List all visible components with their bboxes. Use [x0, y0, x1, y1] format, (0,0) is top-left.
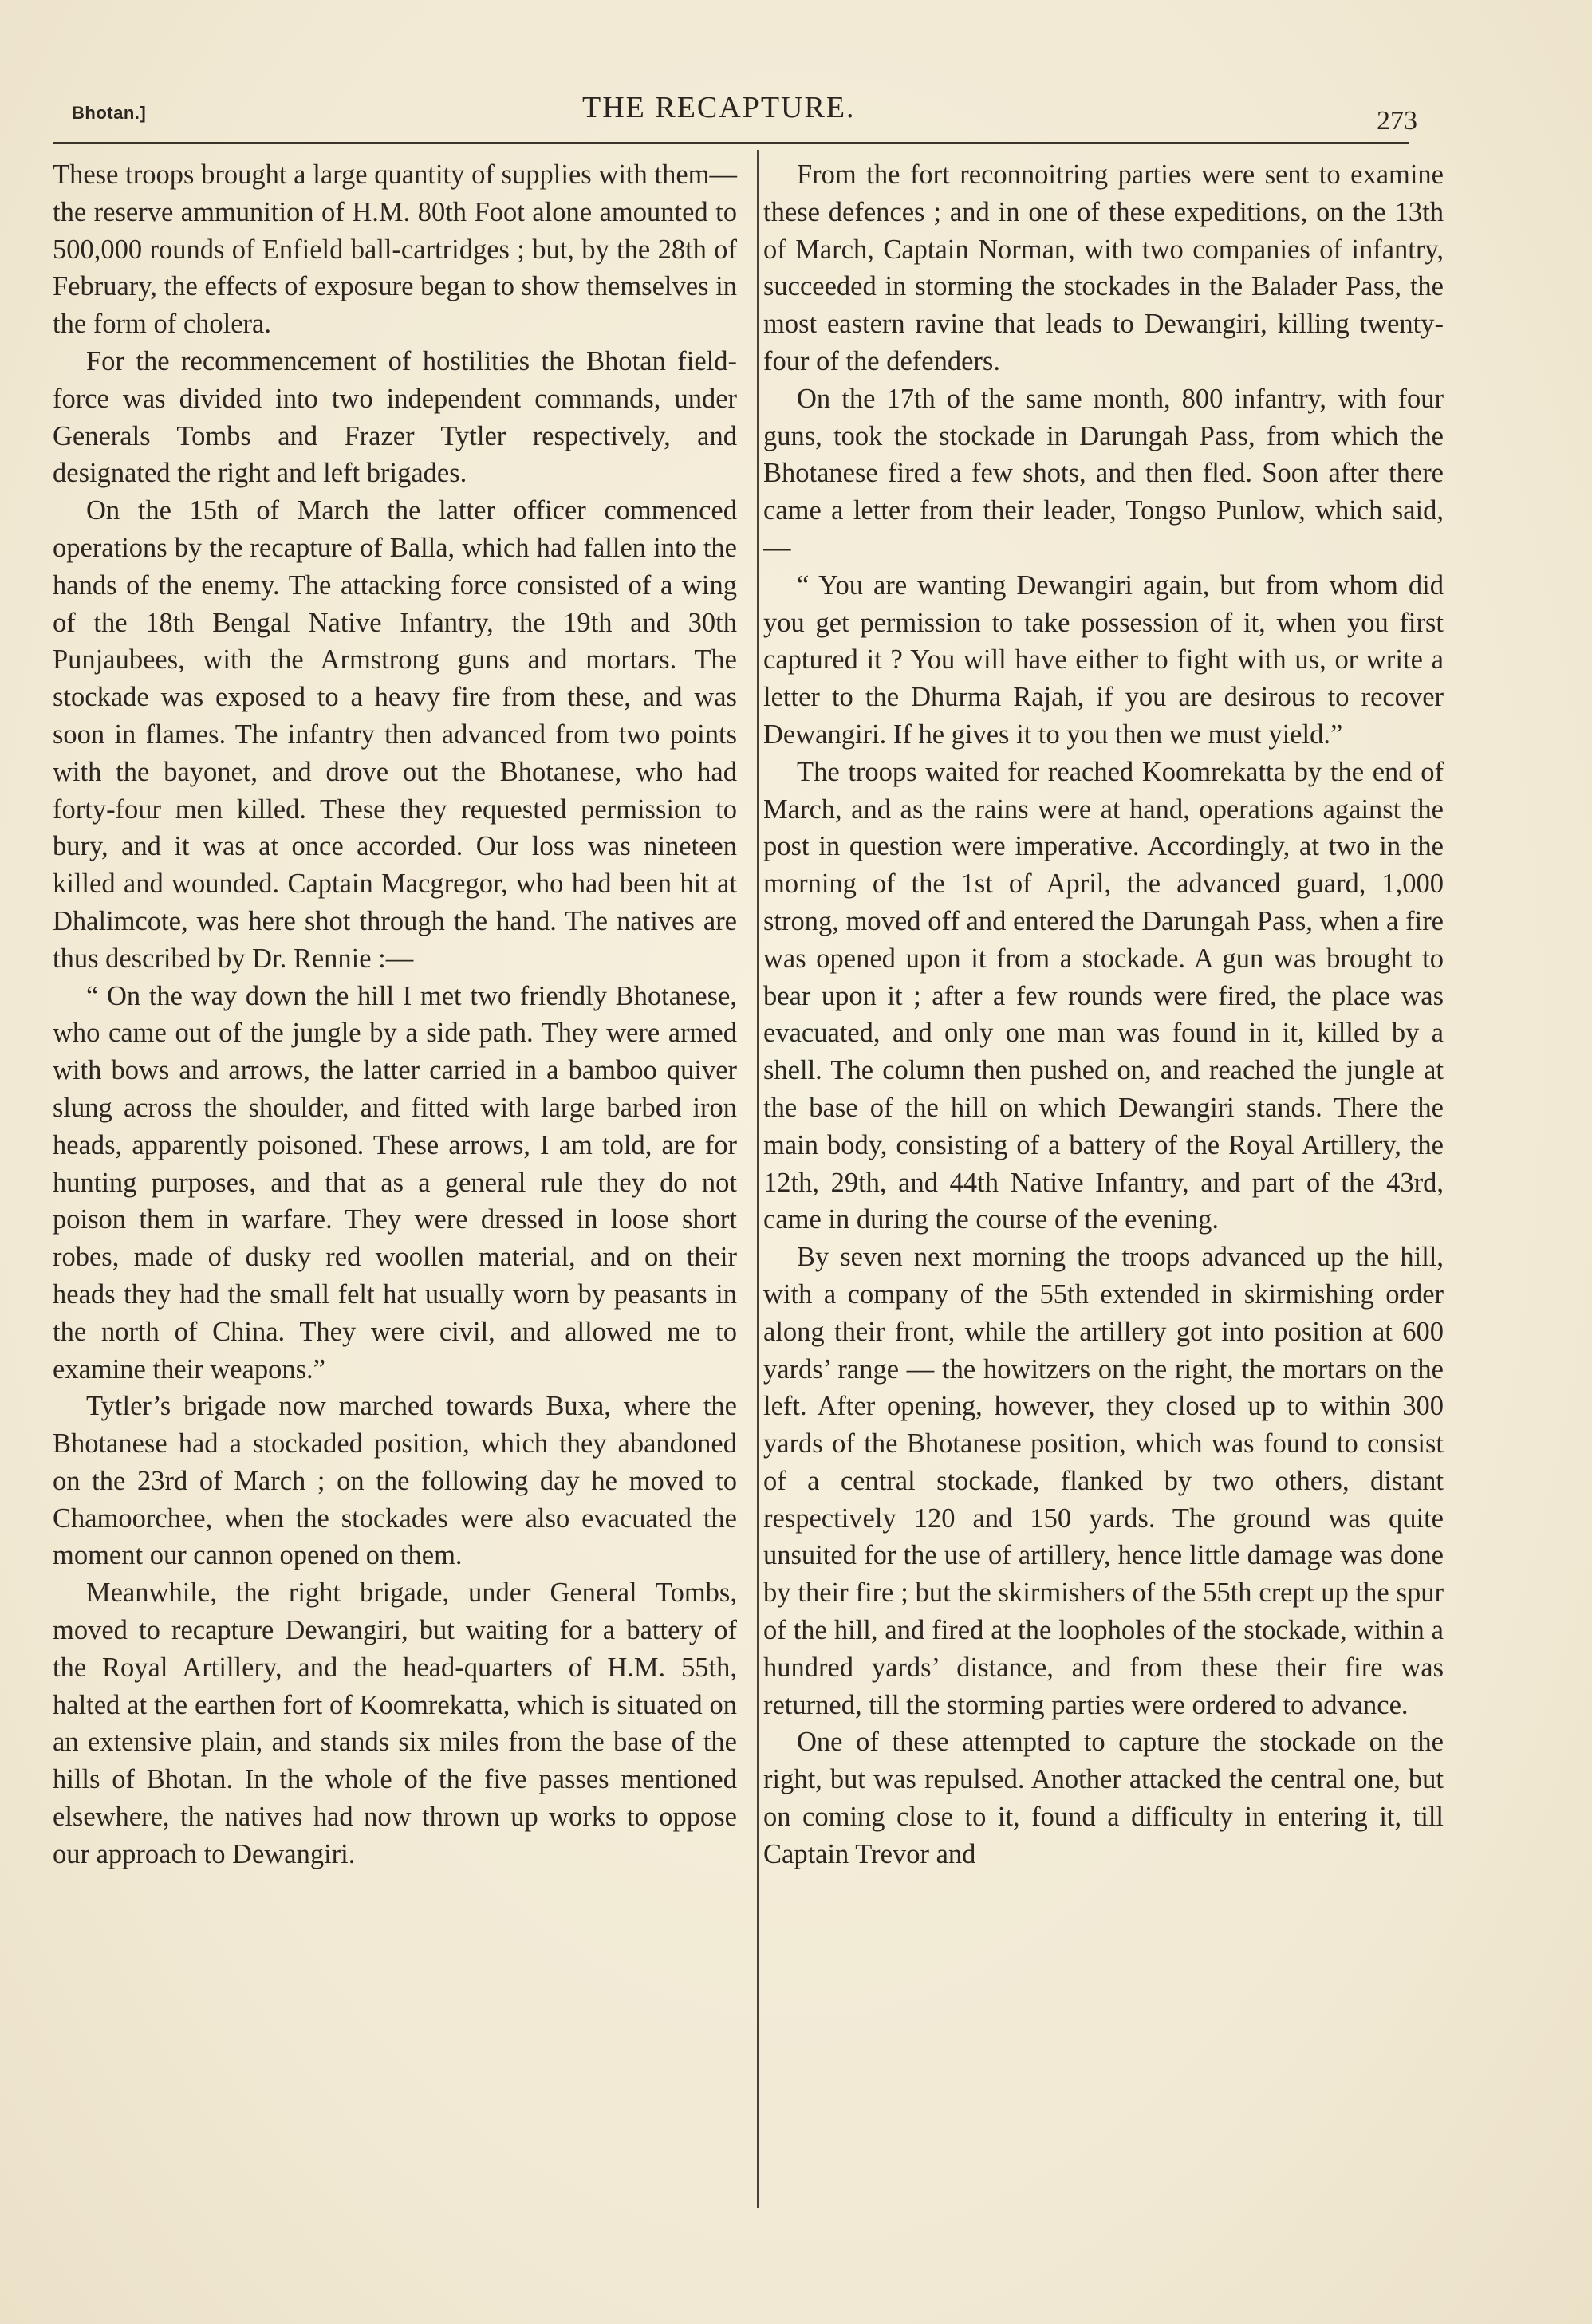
- quoted-paragraph: “ On the way down the hill I met two friendly Bhotanese, who came out of the jungle by a side path. They were armed with bows and arrows, the latter carried in a bamboo quiver slung across the shoulder, and fitted with large barbed iron heads, apparently poisoned. These arrows, I am told, are for hunting purposes, and that as a general rule they do not poison them in warfare. They were dressed in loose short robes, made of dusky red woollen material, and on their heads they had the small felt hat usually worn by peasants in the north of China. They were civil, and allowed me to examine their weapons.”: [53, 980, 737, 1385]
- right-column: [763, 156, 1444, 1873]
- paragraph: Meanwhile, the right brigade, under General Tombs, moved to recapture Dewangiri, but waiting for a battery of the Royal Artillery, and the head-quarters of H.M. 55th, halted at the earthen fort of Koomrekatta, which is situated on an extensive plain, and stands six miles from the base of the hills of Bhotan. In the whole of the five passes mentioned elsewhere, the natives had now thrown up works to oppose our approach to Dewangiri.: [53, 1578, 737, 1869]
- running-head: [53, 84, 1464, 140]
- left-column: [53, 156, 737, 1873]
- column-divider: [757, 150, 759, 2208]
- paragraph: The troops waited for reached Koomrekatta by the end of March, and as the rains were at hand, operations against the post in question were imperative. Accordingly, at two in the morning of the 1st of April, the advanced guard, 1,000 strong, moved off and entered the Darungah Pass, when a fire was opened upon it from a stockade. A gun was brought to bear upon it ; after a few rounds were fired, the place was evacuated, and only one man was found in it, killed by a shell. The column then pushed on, and reached the jungle at the base of the hill on which Dewangiri stands. There the main body, consisting of a battery of the Royal Artillery, the 12th, 29th, and 44th Native Infantry, and part of the 43rd, came in during the course of the evening.: [763, 756, 1444, 1235]
- section-label: Bhotan.]: [72, 103, 147, 123]
- paragraph: These troops brought a large quantity of supplies with them—the reserve ammunition of H.M. 80th Foot alone amounted to 500,000 rounds of Enfield ball-cartridges ; but, by the 28th of February, the effects of exposure began to show themselves in the form of cholera.: [53, 160, 737, 340]
- paragraph: On the 15th of March the latter officer commenced operations by the recapture of Balla, which had fallen into the hands of the enemy. The attacking force consisted of a wing of the 18th Bengal Native Infantry, the 19th and 30th Punjaubees, with the Armstrong guns and mortars. The stockade was exposed to a heavy fire from these, and was soon in flames. The infantry then advanced from two points with the bayonet, and drove out the Bhotanese, who had forty-four men killed. These they requested permission to bury, and it was at once accorded. Our loss was nineteen killed and wounded. Captain Macgregor, who had been hit at Dhalimcote, was here shot through the hand. The natives are thus described by Dr. Rennie :—: [53, 495, 737, 974]
- paragraph: On the 17th of the same month, 800 infantry, with four guns, took the stockade in Darungah Pass, from which the Bhotanese fired a few shots, and then fled. Soon after there came a letter from their leader, Tongso Punlow, which said,—: [763, 383, 1444, 563]
- paragraph: Tytler’s brigade now marched towards Buxa, where the Bhotanese had a stockaded position, which they abandoned on the 23rd of March ; on the following day he moved to Chamoorchee, when the stockades were also evacuated the moment our cannon opened on them.: [53, 1391, 737, 1571]
- header-rule: [53, 142, 1409, 144]
- page-number: 273: [1377, 106, 1417, 136]
- page-title: THE RECAPTURE.: [582, 91, 856, 124]
- paragraph: By seven next morning the troops advanced up the hill, with a company of the 55th extended in skirmishing order along their front, while the artillery got into position at 600 yards’ range — the howitzers on the right, the mortars on the left. After opening, however, they closed up to within 300 yards of the Bhotanese position, which was found to consist of a central stockade, flanked by two others, distant respectively 120 and 150 yards. The ground was quite unsuited for the use of artillery, hence little damage was done by their fire ; but the skirmishers of the 55th crept up the spur of the hill, and fired at the loopholes of the stockade, within a hundred yards’ distance, and from these their fire was returned, till the storming parties were ordered to advance.: [763, 1242, 1444, 1720]
- paragraph: For the recommencement of hostilities the Bhotan field-force was divided into two independent commands, under Generals Tombs and Frazer Tytler respectively, and designated the right and left brigades.: [53, 345, 737, 489]
- paragraph: One of these attempted to capture the stockade on the right, but was repulsed. Another attacked the central one, but on coming close to it, found a difficulty in entering it, till Captain Trevor and: [763, 1727, 1444, 1869]
- paragraph: From the fort reconnoitring parties were sent to examine these defences ; and in one of these expeditions, on the 13th of March, Captain Norman, with two companies of infantry, succeeded in storming the stockades in the Balader Pass, the most eastern ravine that leads to Dewangiri, killing twenty-four of the defenders.: [763, 160, 1444, 376]
- quoted-paragraph: “ You are wanting Dewangiri again, but from whom did you get permission to take possession of it, when you first captured it ? You will have either to fight with us, or write a letter to the Dhurma Rajah, if you are desirous to recover Dewangiri. If he gives it to you then we must yield.”: [763, 569, 1444, 750]
